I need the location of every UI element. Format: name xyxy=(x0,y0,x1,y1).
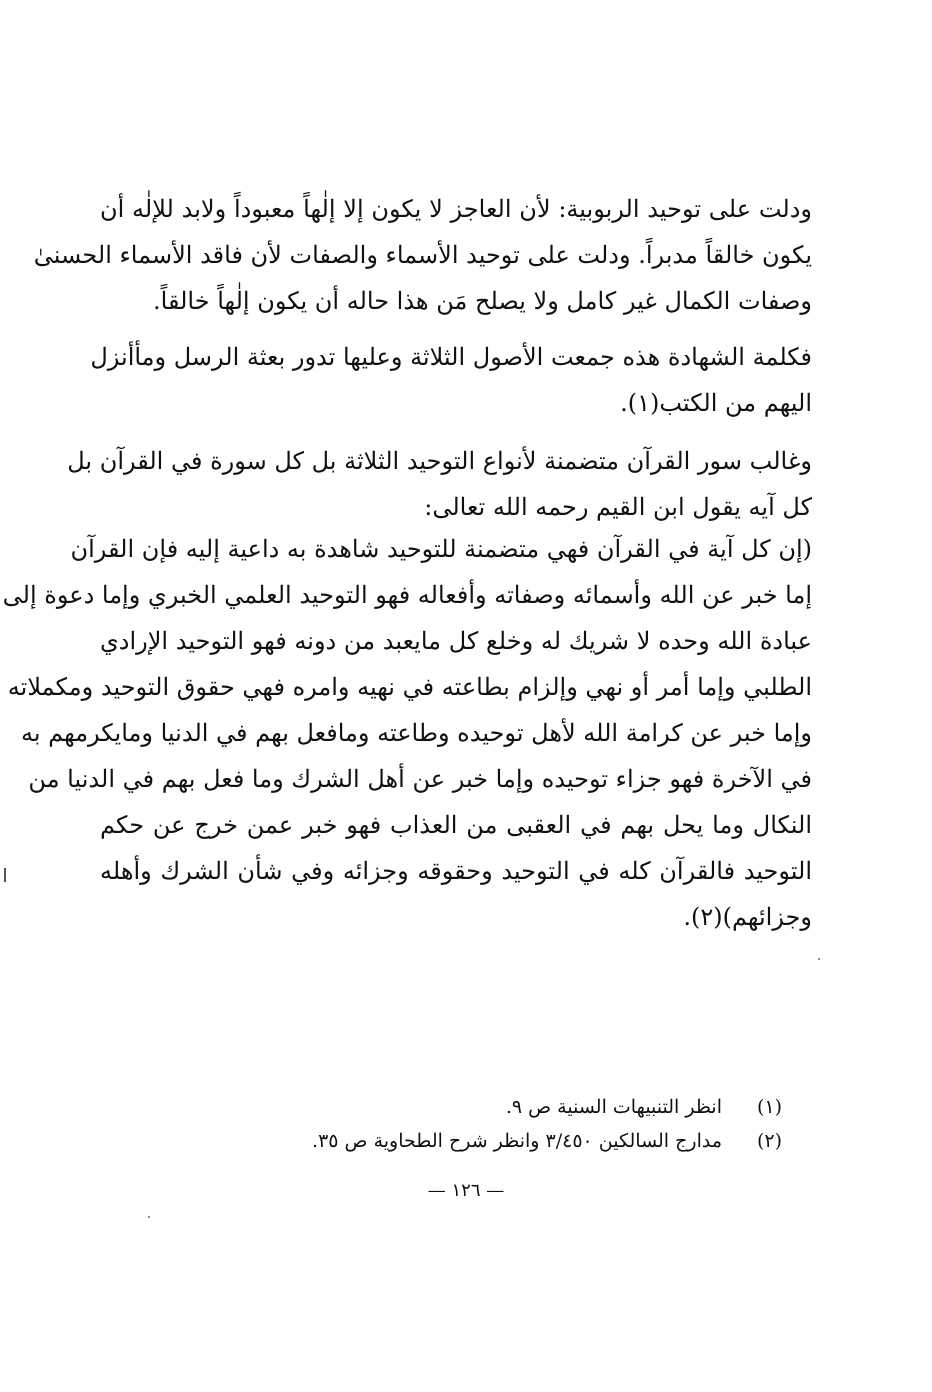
footnotes xyxy=(200,1090,782,1158)
quotation-paragraph xyxy=(2,526,812,940)
footnote-number: (٢) xyxy=(756,1130,782,1152)
paragraph-3 xyxy=(67,438,812,530)
text-line: فكلمة الشهادة هذه جمعت الأصول الثلاثة وعليها تدور بعثة الرسل ومأأنزل xyxy=(90,343,812,371)
footnote-2 xyxy=(200,1124,782,1158)
footnote-1 xyxy=(200,1090,782,1124)
text-line: وصفات الكمال غير كامل ولا يصلح مَن هذا حاله أن يكون إلٰهاً خالقاً. xyxy=(153,287,812,315)
text-line: في الآخرة فهو جزاء توحيده وإما خبر عن أهل الشرك وما فعل بهم في الدنيا من xyxy=(28,765,812,793)
text-line: يكون خالقاً مدبراً. ودلت على توحيد الأسماء والصفات لأن فاقد الأسماء الحسنىٰ xyxy=(33,241,812,269)
text-line: التوحيد فالقرآن كله في التوحيد وحقوقه وجزائه وفي شأن الشرك وأهله xyxy=(100,857,812,885)
text-line: إما خبر عن الله وأسمائه وصفاته وأفعاله فهو التوحيد العلمي الخبري وإما دعوة إلى xyxy=(2,581,812,609)
paragraph-1 xyxy=(33,186,812,324)
text-line: النكال وما يحل بهم في العقبى من العذاب فهو خبر عمن خرج عن حكم xyxy=(100,811,812,839)
text-line: اليهم من الكتب(١). xyxy=(620,389,812,417)
footnote-text: مدارج السالكين ٣/٤٥٠ وانظر شرح الطحاوية ص ٣٥. xyxy=(312,1130,722,1152)
text-line: وغالب سور القرآن متضمنة لأنواع التوحيد الثلاثة بل كل سورة في القرآن بل xyxy=(67,447,812,475)
page-number: — ١٢٦ — xyxy=(427,1180,505,1201)
text-line: وجزائهم)(٢). xyxy=(683,903,812,931)
scan-speck xyxy=(148,1216,150,1218)
text-line: وإما خبر عن كرامة الله لأهل توحيده وطاعته ومافعل بهم في الدنيا ومايكرمهم به xyxy=(20,719,812,747)
footnote-number: (١) xyxy=(756,1096,782,1118)
text-line: كل آيه يقول ابن القيم رحمه الله تعالى: xyxy=(424,493,812,521)
text-line: ودلت على توحيد الربوبية: لأن العاجز لا يكون إلا إلٰهاً معبوداً ولابد للإلٰه أن xyxy=(100,195,812,223)
text-line: (إن كل آية في القرآن فهي متضمنة للتوحيد شاهدة به داعية إليه فإن القرآن xyxy=(70,535,812,563)
footnote-text: انظر التنبيهات السنية ص ٩. xyxy=(505,1096,722,1118)
paragraph-2 xyxy=(90,334,812,426)
text-line: عبادة الله وحده لا شريك له وخلع كل مايعبد من دونه فهو التوحيد الإرادي xyxy=(100,627,812,655)
scan-speck xyxy=(818,958,820,960)
text-line: الطلبي وإما أمر أو نهي وإلزام بطاعته في نهيه وامره فهي حقوق التوحيد ومكملاته xyxy=(7,673,812,701)
scan-edge-mark xyxy=(4,868,6,882)
